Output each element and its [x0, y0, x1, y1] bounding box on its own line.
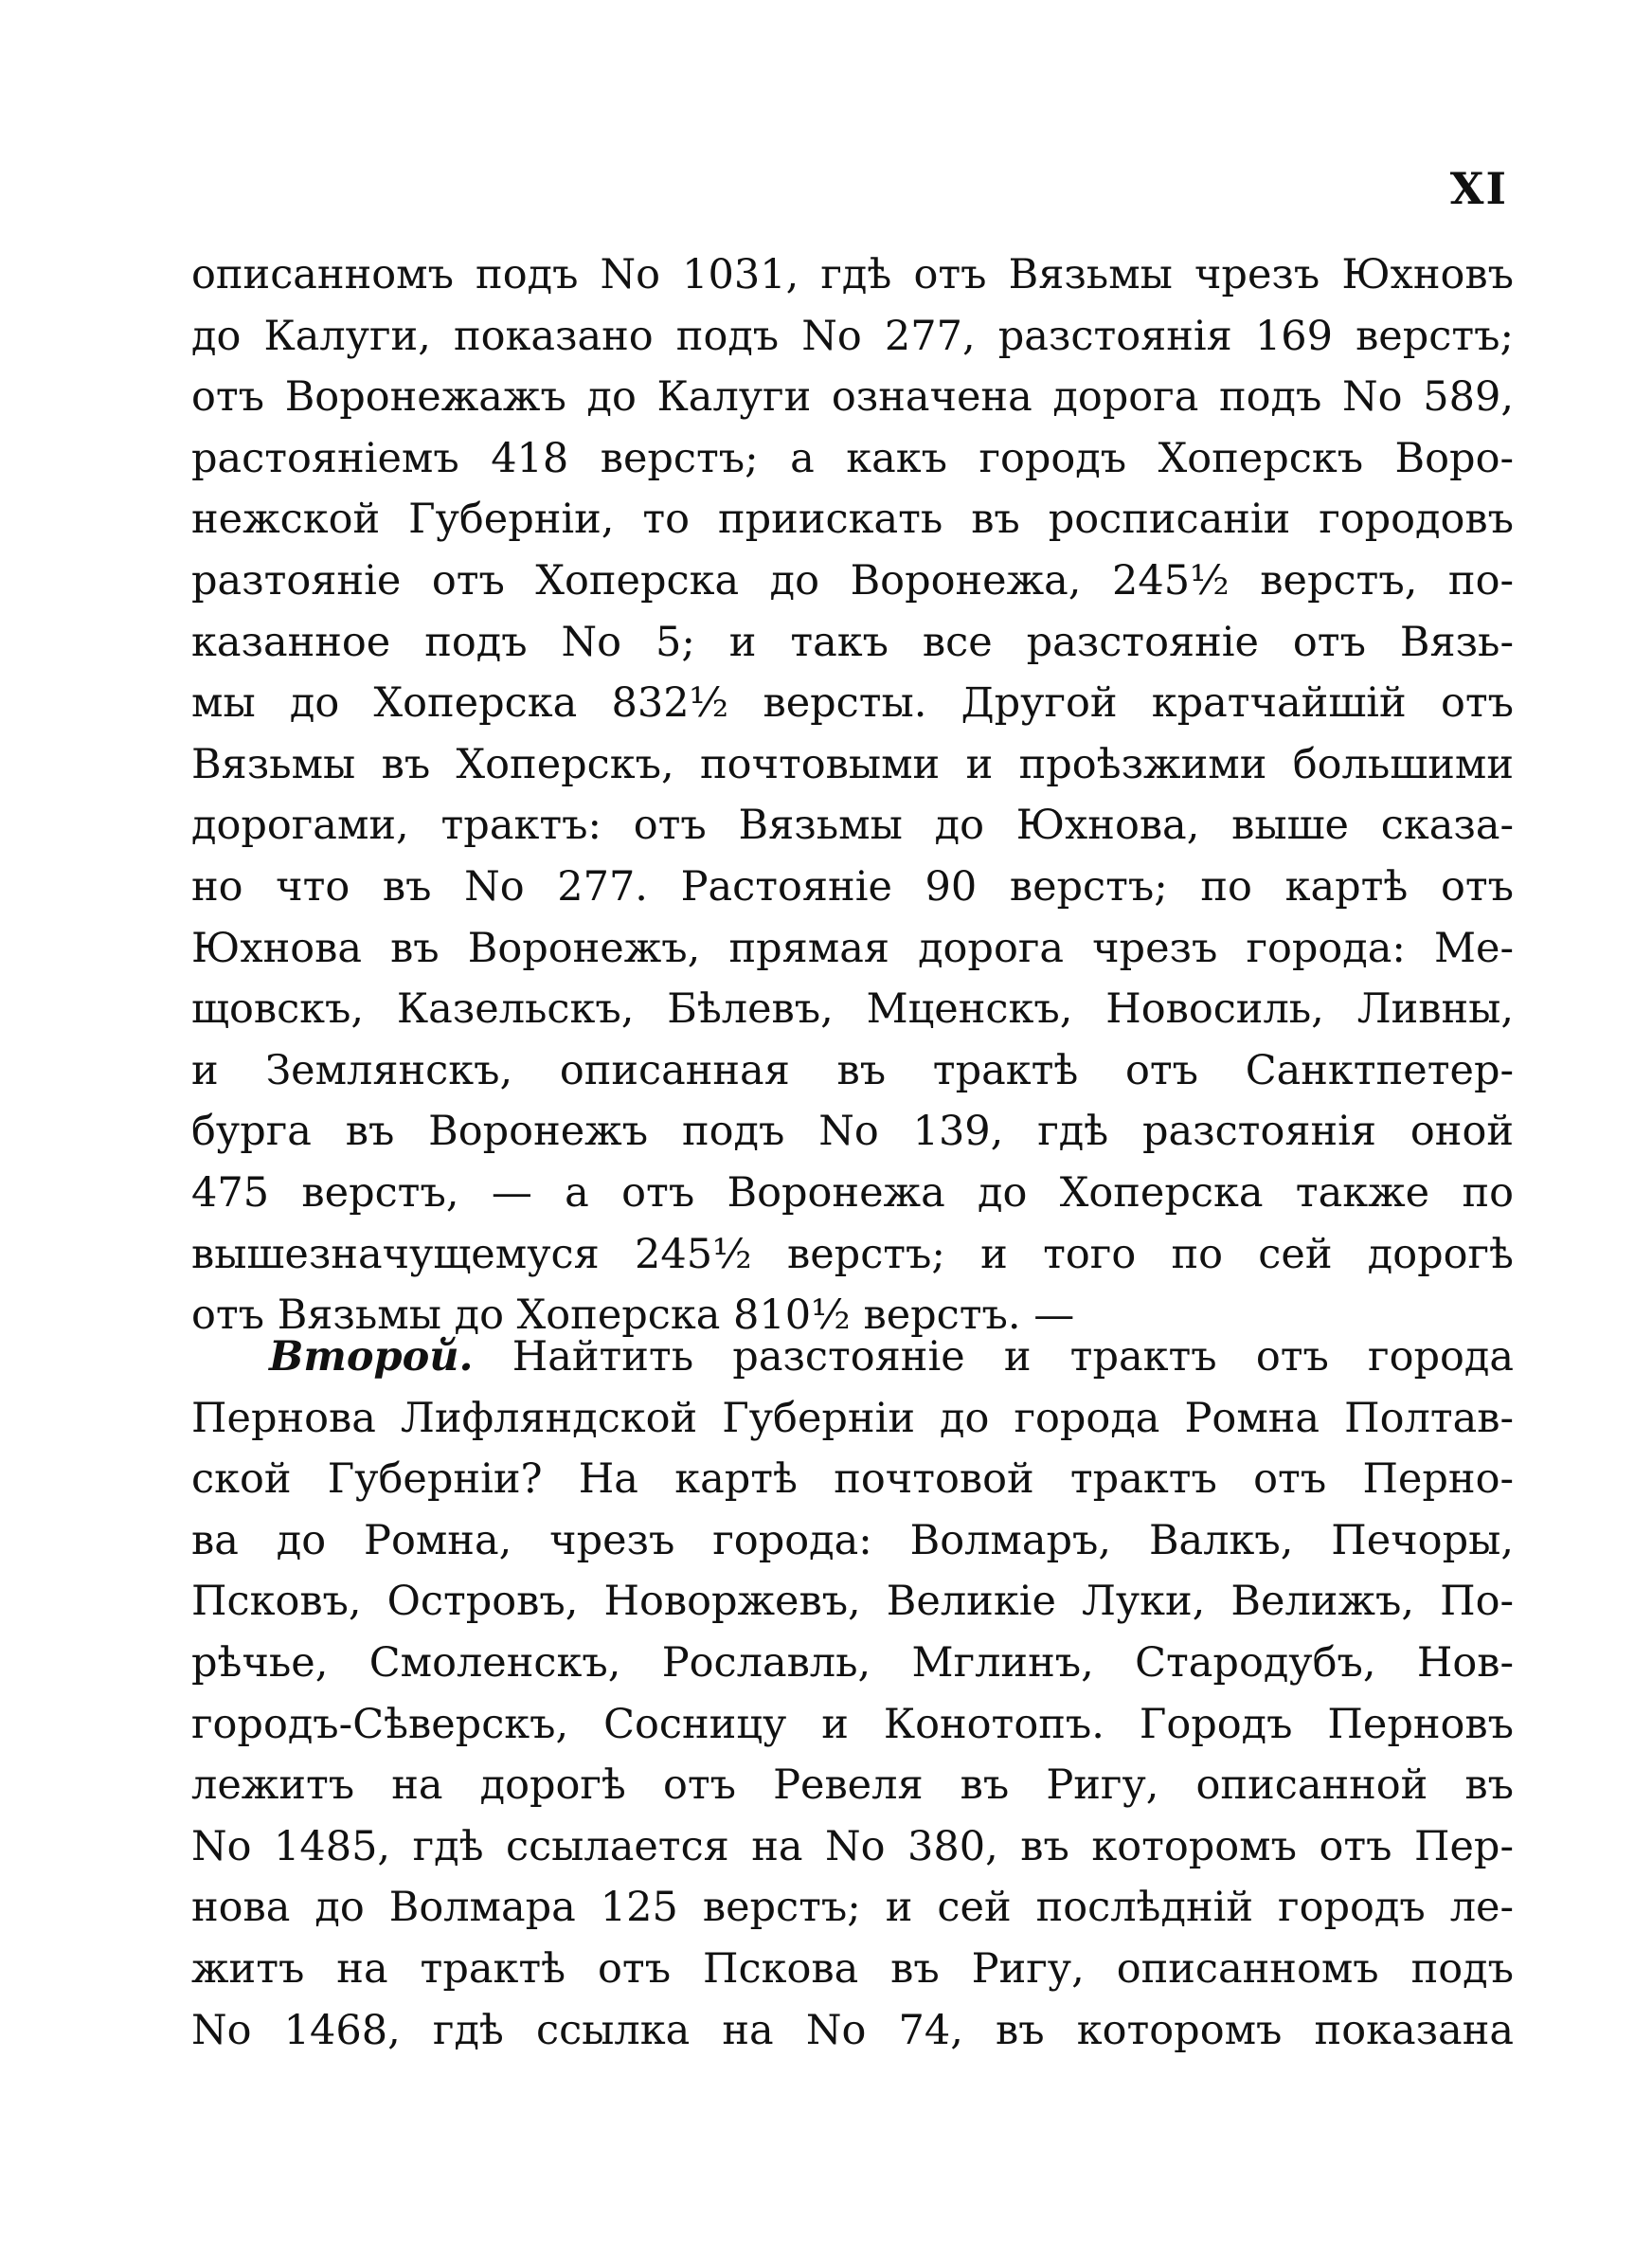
text-line: до Калуги, показано подъ No 277, разстоянія 169 верстъ; [191, 312, 1514, 360]
text-line: но что въ No 277. Растояніе 90 верстъ; по картѣ отъ [191, 862, 1514, 911]
text-line: Псковъ, Островъ, Новоржевъ, Великіе Луки, Велижъ, По- [191, 1578, 1514, 1626]
lead-word: Второй. [269, 1333, 474, 1381]
text-line: и Землянскъ, описанная въ трактѣ отъ Санктпетер- [191, 1046, 1514, 1094]
text-line: городъ-Сѣверскъ, Сосницу и Конотопъ. Городъ Перновъ [191, 1700, 1514, 1748]
text-line: отъ Воронежажъ до Калуги означена дорога подъ No 589, [191, 373, 1514, 422]
text-line: отъ Вязьмы до Хоперска 810½ верстъ. — [191, 1291, 1075, 1340]
text-line: No 1485, гдѣ ссылается на No 380, въ которомъ отъ Пер- [191, 1822, 1514, 1870]
text-line: лежитъ на дорогѣ отъ Ревеля въ Ригу, описанной въ [191, 1761, 1514, 1810]
text-line: рѣчье, Смоленскъ, Рославль, Мглинъ, Стародубъ, Нов- [191, 1638, 1514, 1687]
text-line: щовскъ, Казельскъ, Бѣлевъ, Мценскъ, Новосиль, Ливны, [191, 985, 1514, 1034]
text-line-first [191, 1327, 1514, 1388]
first-line-rest: Найтить разстояніе и трактъ отъ города [473, 1333, 1514, 1381]
text-line: дорогами, трактъ: отъ Вязьмы до Юхнова, выше сказа- [191, 802, 1514, 850]
text-line: Юхнова въ Воронежъ, прямая дорога чрезъ города: Ме- [191, 924, 1514, 972]
text-line: мы до Хоперска 832½ версты. Другой кратчайшій отъ [191, 679, 1514, 728]
paragraph-1 [191, 244, 1514, 1346]
text-line: бурга въ Воронежъ подъ No 139, гдѣ разстоянія оной [191, 1108, 1514, 1156]
text-line: 475 верстъ, — а отъ Воронежа до Хоперска также по [191, 1168, 1514, 1217]
text-line: разтояніе отъ Хоперска до Воронежа, 245½ верстъ, по- [191, 556, 1514, 605]
text-line: No 1468, гдѣ ссылка на No 74, въ которомъ показана [191, 2006, 1514, 2054]
text-line: казанное подъ No 5; и такъ все разстояніе отъ Вязь- [191, 618, 1514, 666]
text-line: Пернова Лифляндской Губерніи до города Ромна Полтав- [191, 1394, 1514, 1442]
text-line: нежской Губерніи, то приискать въ росписаніи городовъ [191, 496, 1514, 544]
page-number: XI [1449, 163, 1508, 214]
text-line: Вязьмы въ Хоперскъ, почтовыми и проѣзжими большими [191, 740, 1514, 788]
text-line: вышезначущемуся 245½ верстъ; и того по сей дорогѣ [191, 1230, 1514, 1278]
text-line: ва до Ромна, чрезъ города: Волмаръ, Валкъ, Печоры, [191, 1516, 1514, 1564]
paragraph-2 [191, 1327, 1514, 2061]
text-line: житъ на трактѣ отъ Пскова въ Ригу, описанномъ подъ [191, 1944, 1514, 1993]
text-line: описанномъ подъ No 1031, гдѣ отъ Вязьмы чрезъ Юхновъ [191, 251, 1514, 298]
text-line: ской Губерніи? На картѣ почтовой трактъ отъ Перно- [191, 1455, 1514, 1504]
text-line: нова до Волмара 125 верстъ; и сей послѣдній городъ ле- [191, 1884, 1514, 1932]
text-line: растояніемъ 418 верстъ; а какъ городъ Хоперскъ Воро- [191, 434, 1514, 482]
